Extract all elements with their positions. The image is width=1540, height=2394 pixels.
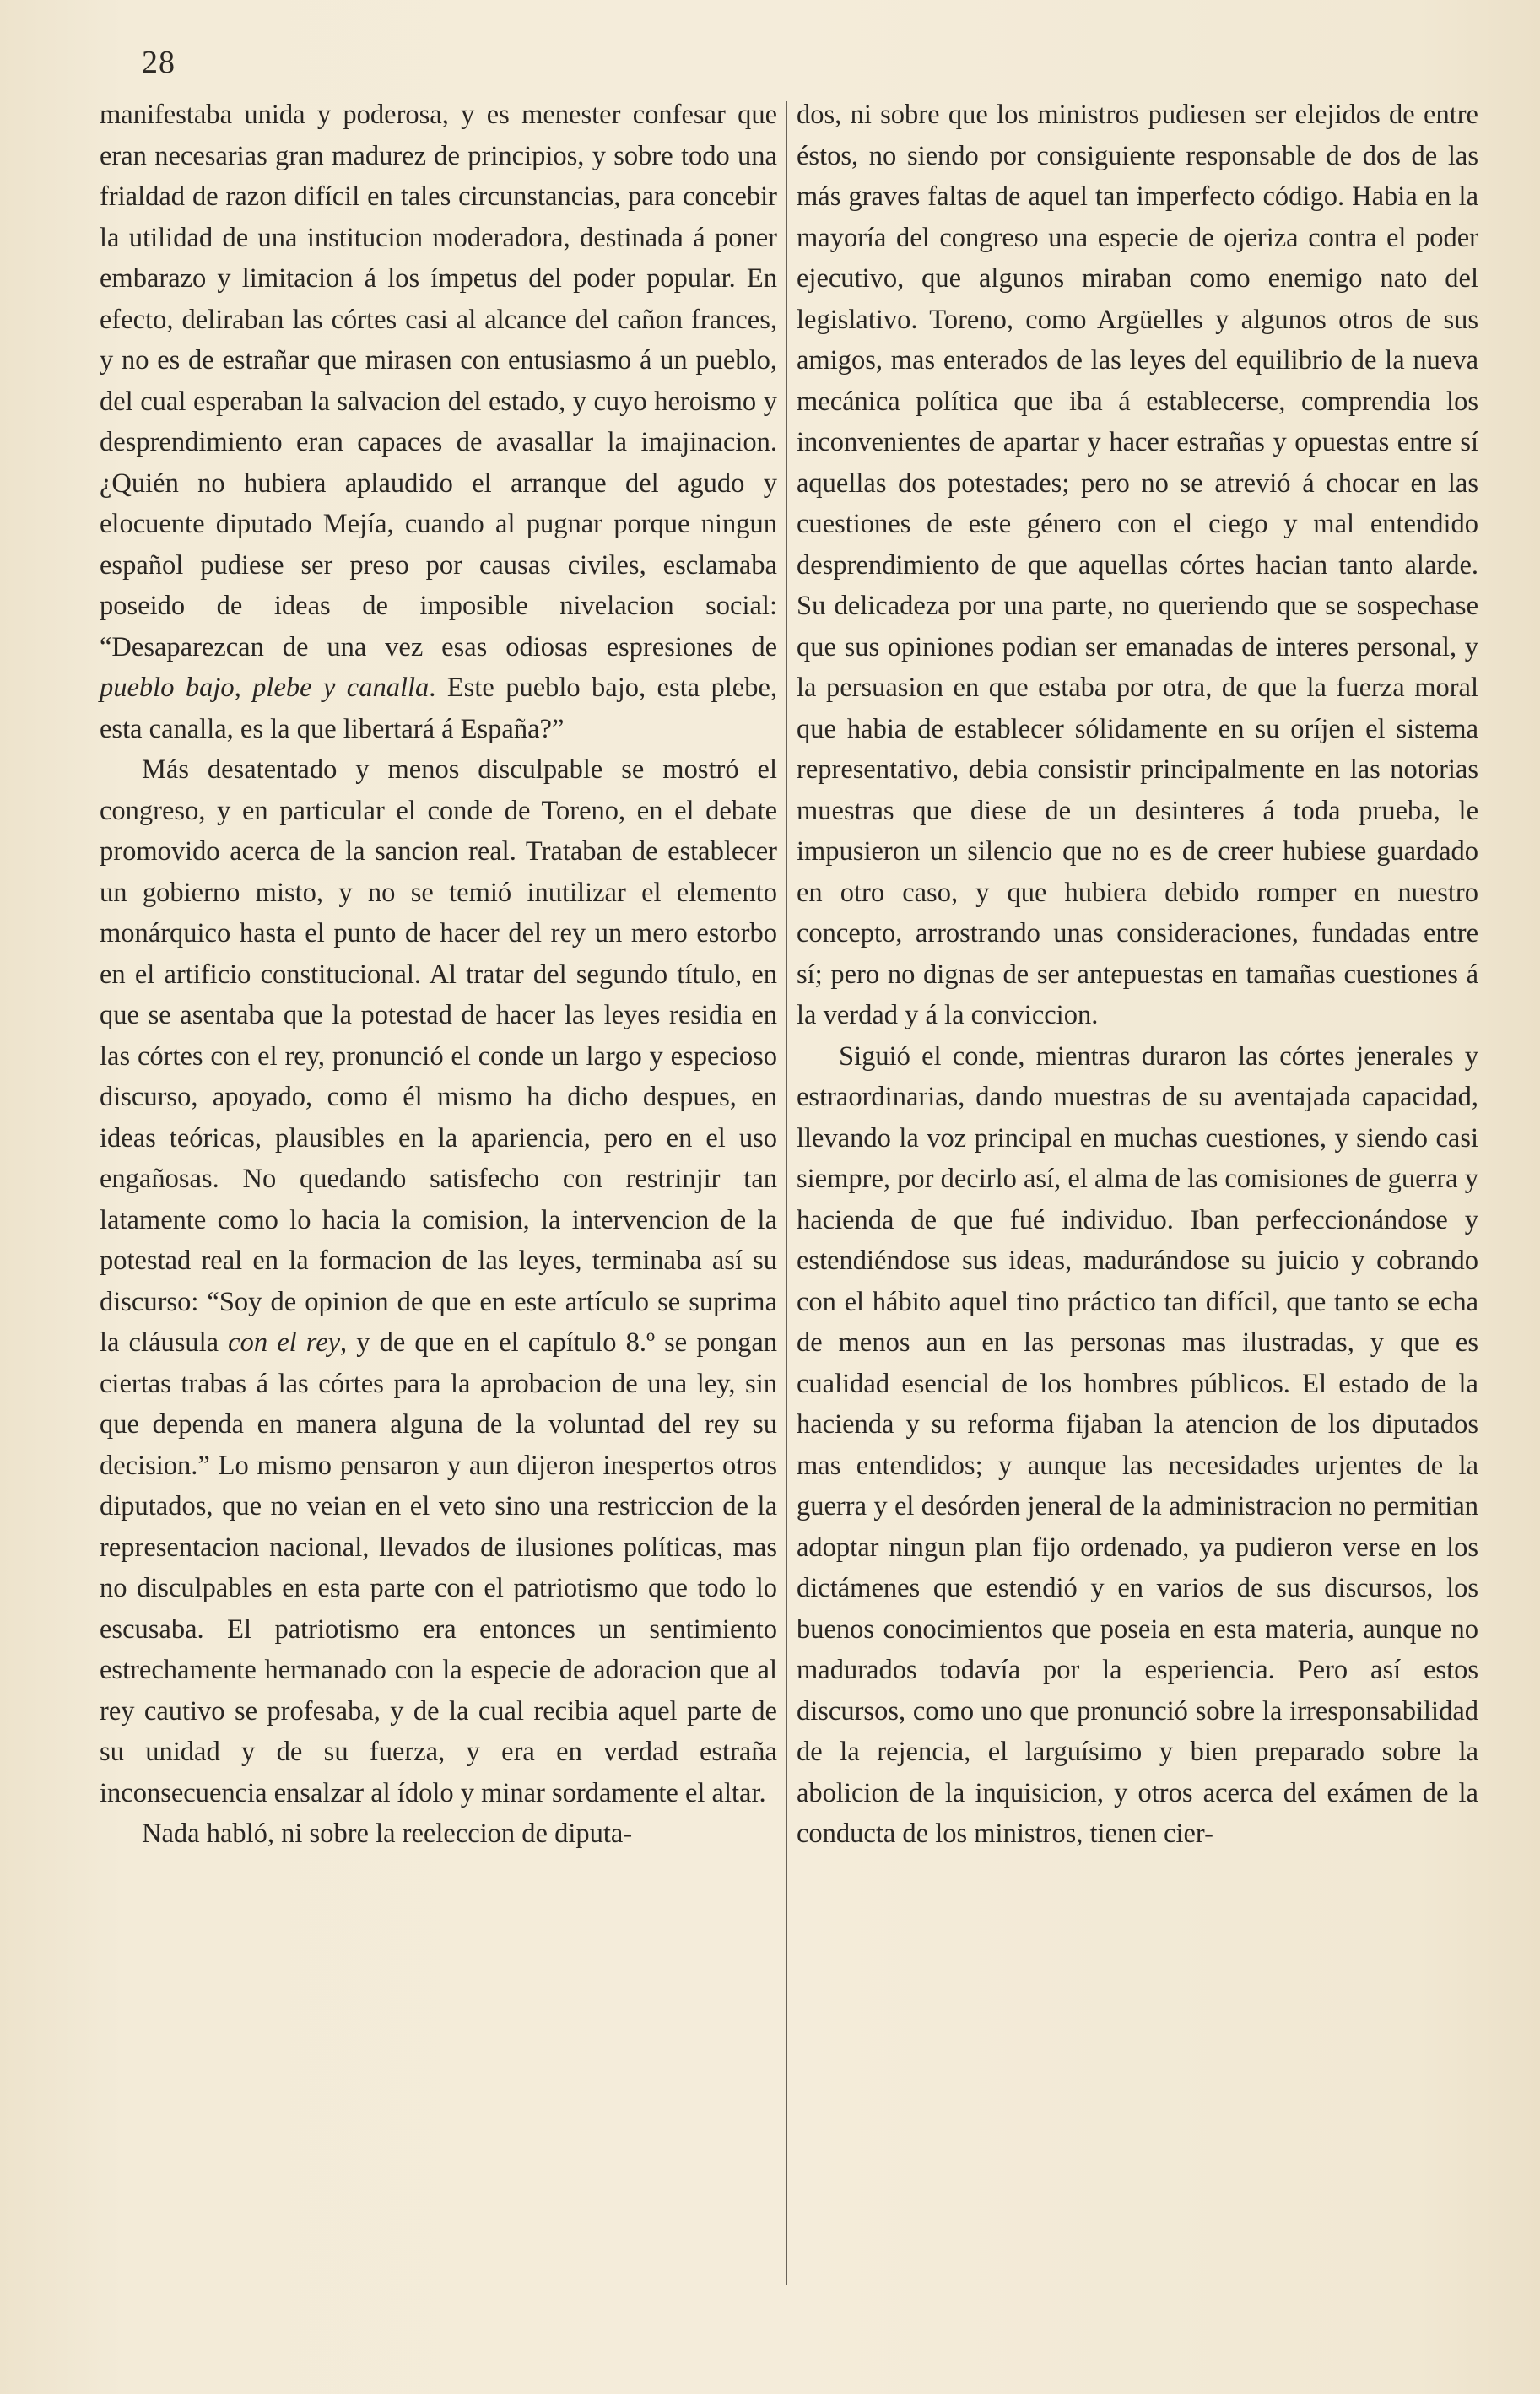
text-run: . Este pueblo bajo, esta plebe, esta canalla, es la que libertará á España?” — [100, 673, 777, 744]
column-divider — [786, 101, 787, 2285]
page-number: 28 — [142, 45, 176, 80]
text-run: Nada habló, ni sobre la reeleccion de diputa- — [142, 1818, 633, 1849]
italic-text: con el rey — [228, 1327, 341, 1358]
text-run: , y de que en el capítulo 8.º se pongan ciertas trabas á las córtes para la aprobacion de una ley, sin que dependa en manera alguna de la voluntad del rey su decision.” Lo mismo pensaron y aun dijeron inespertos otros diputados, que no veian en el veto sino una restriccion de la representacion nacional, llevados de ilusiones políticas, mas no disculpables en esta parte con el patriotismo que todo lo escusaba. El patriotismo era entonces un sentimiento estrechamente hermanado con la especie de adoracion que al rey cautivo se profesaba, y de la cual recibia aquel parte de su unidad y de su fuerza, y era en verdad estraña inconsecuencia ensalzar al ídolo y minar sordamente el altar. — [100, 1327, 778, 1808]
italic-text: pueblo bajo, plebe y canalla — [100, 673, 430, 703]
paragraph — [100, 95, 777, 749]
paragraph — [797, 1036, 1478, 1855]
text-run: dos, ni sobre que los ministros pudiesen ser elejidos de entre éstos, no siendo por consiguiente responsable de dos de las más graves faltas de aquel tan imperfecto código. Habia en la mayoría del congreso una especie de ojeriza contra el poder ejecutivo, que algunos miraban como enemigo nato del legislativo. Toreno, como Argüelles y algunos otros de sus amigos, mas enterados de las leyes del equilibrio de la nueva mecánica política que iba á establecerse, comprendia los inconvenientes de apartar y hacer estrañas y opuestas entre sí aquellas dos potestades; pero no se atrevió á chocar en las cuestiones de este género con el ciego y mal entendido desprendimiento de que aquellas córtes hacian tanto alarde. Su delicadeza por una parte, no queriendo que se sospechase que sus opiniones podian ser emanadas de interes personal, y la persuasion en que estaba por otra, de que la fuerza moral que habia de establecer sólidamente en su oríjen el sistema representativo, debia consistir principalmente en las notorias muestras que diese de un desinteres á toda prueba, le impusieron un silencio que no es de creer hubiese guardado en otro caso, y que hubiera debido romper en nuestro concepto, arrostrando unas consideraciones, fundadas entre sí; pero no dignas de ser antepuestas en tamañas cuestiones á la verdad y á la conviccion. — [797, 100, 1478, 1030]
paragraph — [100, 749, 777, 1813]
paragraph — [797, 95, 1478, 1036]
right-column — [797, 95, 1478, 1855]
left-column — [100, 95, 777, 1855]
text-run: Siguió el conde, mientras duraron las córtes jenerales y estraordinarias, dando muestras de su aventajada capacidad, llevando la voz principal en muchas cuestiones, y siendo casi siempre, por decirlo así, el alma de las comisiones de guerra y hacienda de que fué individuo. Iban perfeccionándose y estendiéndose sus ideas, madurándose su juicio y cobrando con el hábito aquel tino práctico tan difícil, que tanto se echa de menos aun en las personas mas ilustradas, y que es cualidad esencial de los hombres públicos. El estado de la hacienda y su reforma fijaban la atencion de los diputados mas entendidos; y aunque las necesidades urjentes de la guerra y el desórden jeneral de la administracion no permitian adoptar ningun plan fijo ordenado, ya pudieron verse en los dictámenes que estendió y en varios de sus discursos, los buenos conocimientos que poseia en esta materia, aunque no madurados todavía por la esperiencia. Pero así estos discursos, como uno que pronunció sobre la irresponsabilidad de la rejencia, el larguísimo y bien preparado sobre la abolicion de la inquisicion, y otros acerca del exámen de la conducta de los ministros, tienen cier- — [797, 1040, 1478, 1849]
text-run: manifestaba unida y poderosa, y es menester confesar que eran necesarias gran madurez de principios, y sobre todo una frialdad de razon difícil en tales circunstancias, para concebir la utilidad de una institucion moderadora, destinada á poner embarazo y limitacion á los ímpetus del poder popular. En efecto, deliraban las córtes casi al alcance del cañon frances, y no es de estrañar que mirasen con entusiasmo á un pueblo, del cual esperaban la salvacion del estado, y cuyo heroismo y desprendimiento eran capaces de avasallar la imajinacion. ¿Quién no hubiera aplaudido el arranque del agudo y elocuente diputado Mejía, cuando al pugnar porque ningun español pudiese ser preso por causas civiles, esclamaba poseido de ideas de imposible nivelacion social: “Desaparezcan de una vez esas odiosas espresiones de — [100, 100, 777, 662]
paragraph — [100, 1813, 777, 1855]
text-run: Más desatentado y menos disculpable se mostró el congreso, y en particular el conde de Toreno, en el debate promovido acerca de la sancion real. Trataban de establecer un gobierno misto, y no se temió inutilizar el elemento monárquico hasta el punto de hacer del rey un mero estorbo en el artificio constitucional. Al tratar del segundo título, en que se asentaba que la potestad de hacer las leyes residia en las córtes con el rey, pronunció el conde un largo y especioso discurso, apoyado, como él mismo ha dicho despues, en ideas teóricas, plausibles en la apariencia, pero en el uso engañosas. No quedando satisfecho con restrinjir tan latamente como lo hacia la comision, la intervencion de la potestad real en la formacion de las leyes, terminaba así su discurso: “Soy de opinion de que en este artículo se suprima la cláusula — [100, 754, 777, 1358]
